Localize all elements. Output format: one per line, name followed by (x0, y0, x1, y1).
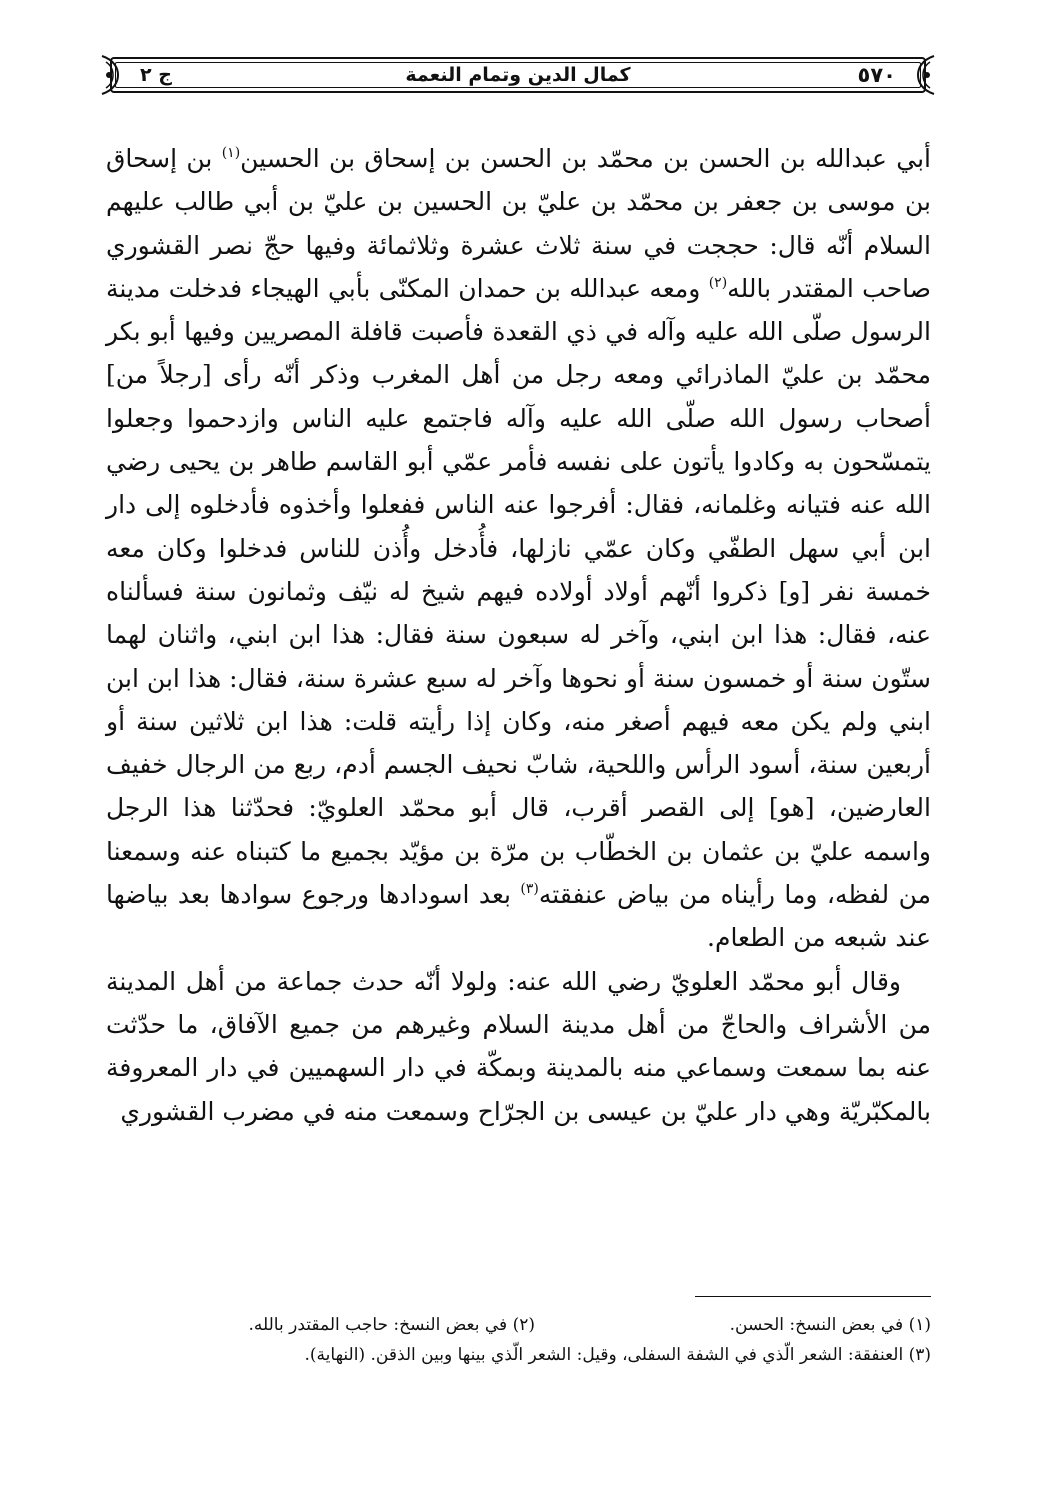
volume-number: ج ٢ (140, 64, 172, 86)
page-number: ٥٧٠ (857, 63, 896, 87)
footnote-ref-1: (١) (221, 145, 241, 161)
main-text (106, 137, 931, 1133)
footnote-ref-2: (٢) (708, 274, 728, 291)
footnote-ref-3: (٣) (520, 881, 539, 898)
paragraph-1-part-1: أبي عبدالله بن الحسن بن محمّد بن الحسن بن إسحاق بن الحسين (240, 144, 931, 173)
paragraph-1 (106, 137, 931, 960)
footnote-row (106, 1310, 931, 1340)
paragraph-1-part-4: بعد اسودادها ورجوع سوادها بعد بياضها عند شبعه من الطعام. (106, 880, 931, 953)
footnote-divider (695, 1296, 931, 1297)
paragraph-2: وقال أبو محمّد العلويّ رضي الله عنه: ولولا أنّه حدث جماعة من أهل المدينة من الأشراف والحاجّ من أهل مدينة السلام وغيرهم من جميع الآفاق، ما حدّثت عنه بما سمعت وسماعي منه بالمدينة وبمكّة في دار السهميين في دار المعروفة بالمكبّريّة وهي دار عليّ بن عيسى بن الجرّاح وسمعت منه في مضرب القشوري (106, 966, 931, 1126)
book-title: كمال الدين وتمام النعمة (405, 64, 631, 86)
footnote-1: (١) في بعض النسخ: الحسن. (729, 1315, 931, 1335)
footnote-2: (٢) في بعض النسخ: حاجب المقتدر بالله. (248, 1315, 535, 1335)
page-header (100, 50, 936, 100)
paragraph-1-part-3: ومعه عبدالله بن حمدان المكنّى بأبي الهيجاء فدخلت مدينة الرسول صلّى الله عليه وآله في ذي القعدة فأصبت قافلة المصريين وفيها أبو بكر محمّد بن عليّ الماذرائي ومعه رجل من أهل المغرب وذكر أنّه رأى [رجلاً من] أصحاب رسول الله صلّى الله عليه وآله فاجتمع عليه الناس وازدحموا وجعلوا يتمسّحون به وكادوا يأتون على نفسه فأمر عمّي أبو القاسم طاهر بن يحيى رضي الله عنه فتيانه وغلمانه، فقال: أفرجوا عنه الناس ففعلوا وأخذوه فأدخلوه إلى دار ابن أبي سهل الطفّي وكان عمّي نازلها، فأُدخل وأُذن للناس فدخلوا وكان معه خمسة نفر [و] ذكروا أنّهم أولاد أولاده فيهم شيخ له نيّف وثمانون سنة فسألناه عنه، فقال: هذا ابن ابني، وآخر له سبعون سنة فقال: هذا ابن ابني، واثنان لهما ستّون سنة أو خمسون سنة أو نحوها وآخر له سبع عشرة سنة، فقال: هذا ابن ابن ابني ولم يكن معه فيهم أصغر منه، وكان إذا رأيته قلت: هذا ابن ثلاثين سنة أو أربعين سنة، أسود الرأس واللحية، شابّ نحيف الجسم أدم، ربع من الرجال خفيف العارضين، [هو] إلى القصر أقرب، قال أبو محمّد العلويّ: فحدّثنا هذا الرجل واسمه عليّ بن عثمان بن الخطّاب بن مرّة بن مؤيّد بجميع ما كتبناه عنه وسمعنا من لفظه، وما رأيناه من بياض عنفقته (106, 273, 931, 910)
footnote-row (106, 1340, 931, 1370)
footnotes (106, 1310, 931, 1370)
paragraph-1-part-2: بن إسحاق بن موسى بن جعفر بن محمّد بن عليّ بن الحسين بن عليّ بن أبي طالب عليهم السلام أنّه قال: حججت في سنة ثلاث عشرة وثلاثمائة وفيها حجّ نصر القشوري صاحب المقتدر بالله (106, 144, 931, 303)
footnote-3: (٣) العنفقة: الشعر الّذي في الشفة السفلى، وقيل: الشعر الّذي بينها وبين الذقن. (النهاية). (304, 1345, 931, 1365)
